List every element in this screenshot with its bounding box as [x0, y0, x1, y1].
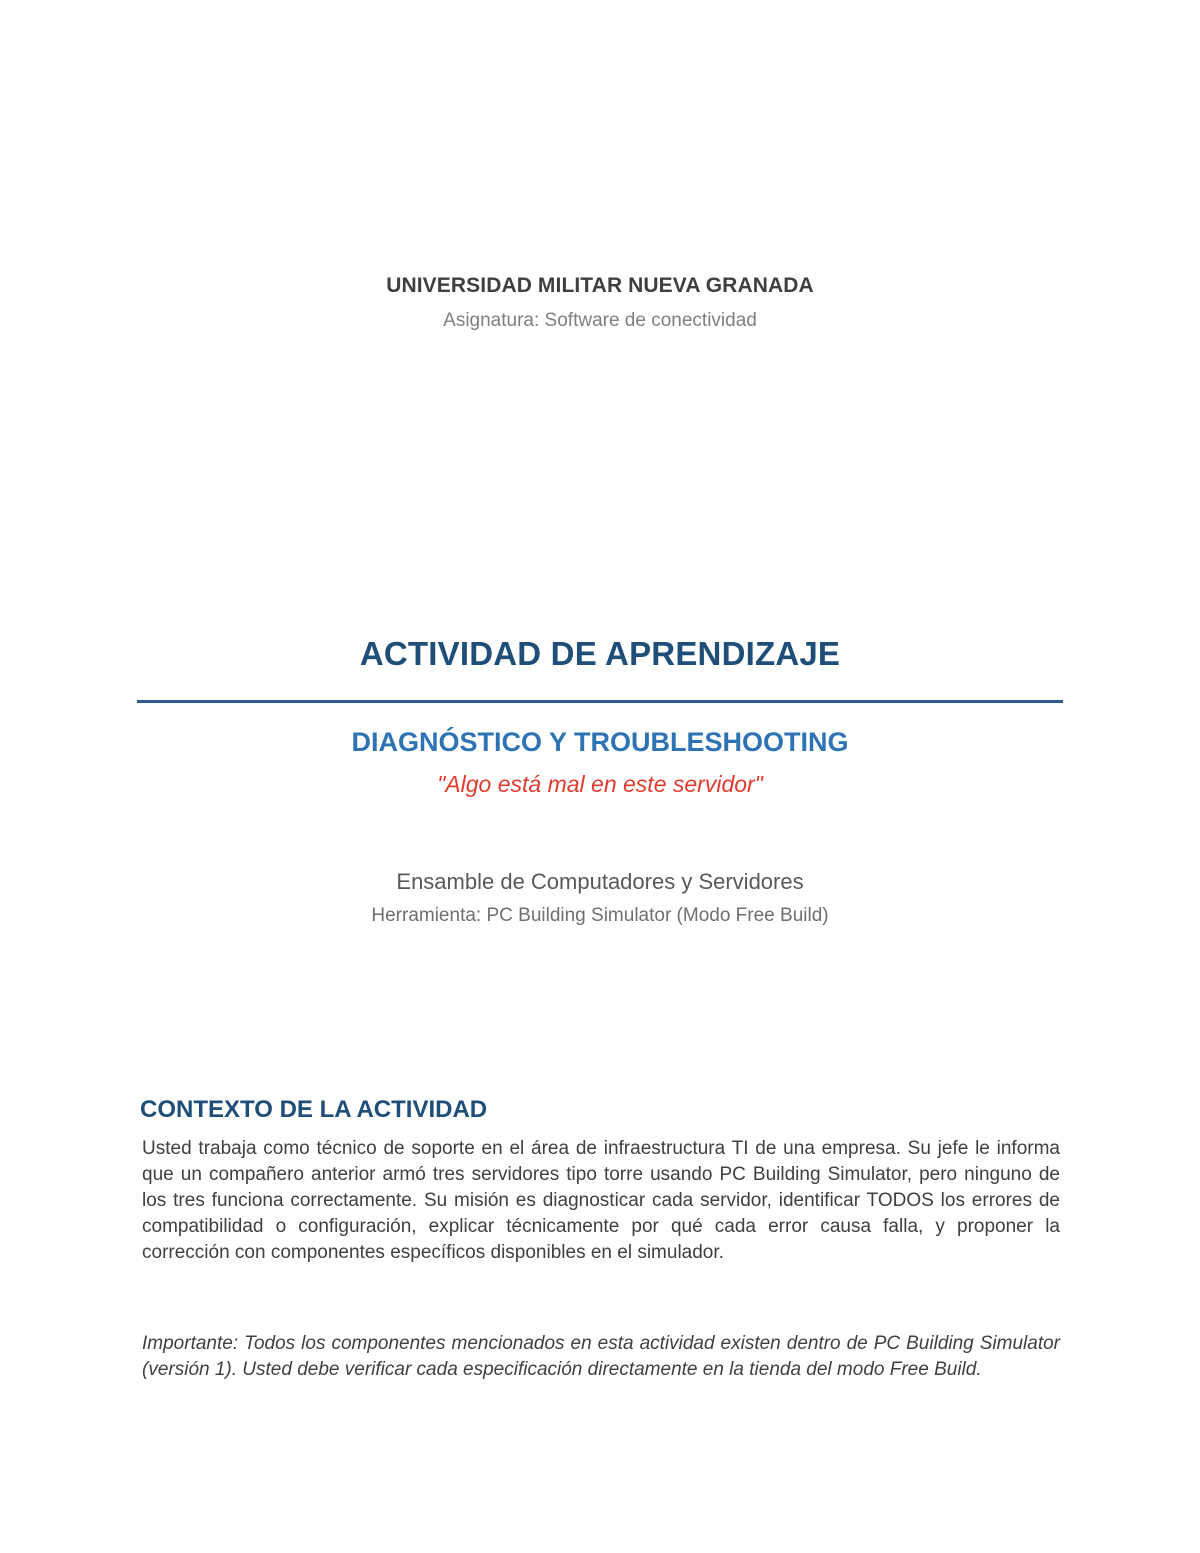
university-name: UNIVERSIDAD MILITAR NUEVA GRANADA — [386, 274, 814, 297]
subject-line: Asignatura: Software de conectividad — [443, 310, 757, 331]
title-divider — [137, 700, 1063, 703]
tool-line: Herramienta: PC Building Simulator (Modo Free Build) — [371, 905, 829, 926]
activity-subtitle: DIAGNÓSTICO Y TROUBLESHOOTING — [351, 727, 849, 757]
activity-quote: "Algo está mal en este servidor" — [437, 771, 763, 797]
context-heading: CONTEXTO DE LA ACTIVIDAD — [140, 1096, 488, 1123]
activity-title: ACTIVIDAD DE APRENDIZAJE — [359, 635, 841, 672]
course-name: Ensamble de Computadores y Servidores — [396, 869, 804, 894]
context-paragraph: Usted trabaja como técnico de soporte en el área de infraestructura TI de una empresa. Su jefe le informa que un compañero anterior armó tres servidores tipo torre usando PC Building Simulator, pero ninguno de los tres funciona correctamente. Su misión es diagnosticar cada servidor, identificar TODOS los errores de compatibilidad o configuración, explicar técnicamente por qué cada error causa falla, y proponer la corrección con componentes específicos disponibles en el simulador. — [142, 1138, 1060, 1263]
important-note: Importante: Todos los componentes mencionados en esta actividad existen dentro de PC Building Simulator (versión 1). Usted debe verificar cada especificación directamente en la tienda del modo Free Build. — [142, 1333, 1060, 1380]
